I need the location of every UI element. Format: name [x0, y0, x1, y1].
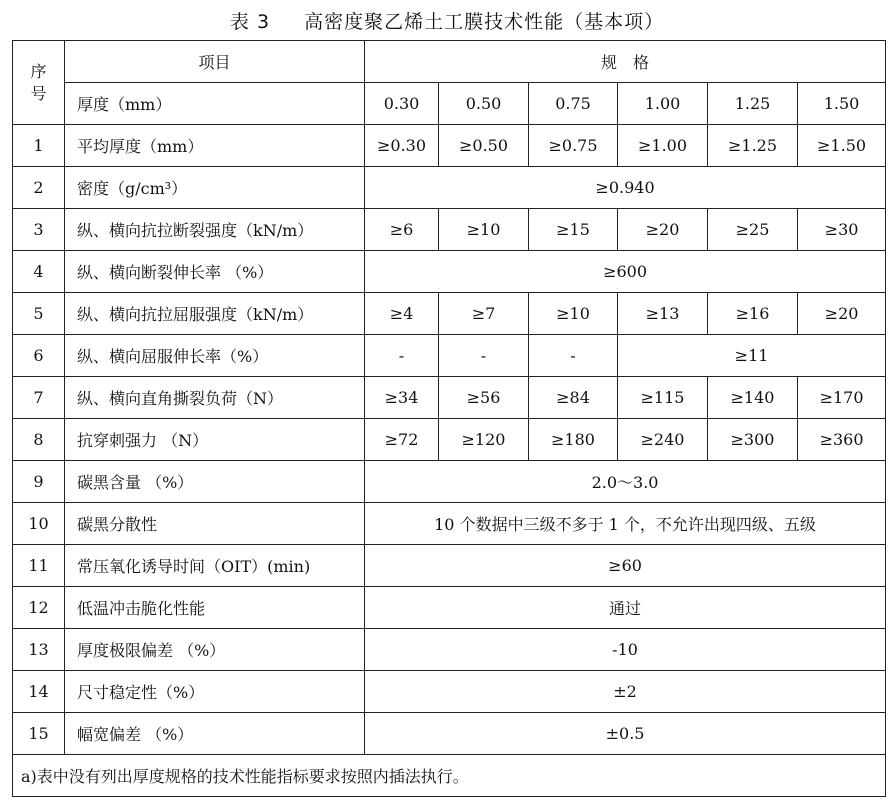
merged-value-cell: -10: [365, 629, 886, 671]
row-item: 纵、横向断裂伸长率 （%）: [65, 251, 365, 293]
value-cell: ≥25: [708, 209, 798, 251]
table-row: [13, 125, 886, 167]
row-item: 纵、横向屈服伸长率（%）: [65, 335, 365, 377]
table-row: [13, 167, 886, 209]
item-header: 项目: [65, 41, 365, 83]
value-cell: ≥34: [365, 377, 439, 419]
seq-header: [13, 41, 65, 125]
seq-header-line1: 序: [30, 61, 47, 81]
value-cell: ≥0.30: [365, 125, 439, 167]
table-row: [13, 629, 886, 671]
row-item: 纵、横向直角撕裂负荷（N）: [65, 377, 365, 419]
value-cell: ≥170: [798, 377, 886, 419]
table-row: [13, 503, 886, 545]
value-cell: ≥140: [708, 377, 798, 419]
table-row: [13, 293, 886, 335]
row-number: 4: [13, 251, 65, 293]
merged-value-cell: ≥11: [618, 335, 886, 377]
thickness-row: [13, 83, 886, 125]
merged-value-cell: ±2: [365, 671, 886, 713]
table-number: 表 3: [229, 11, 271, 33]
table-row: [13, 377, 886, 419]
value-cell: ≥10: [529, 293, 618, 335]
spec-header: 规 格: [365, 41, 886, 83]
merged-value-cell: ≥0.940: [365, 167, 886, 209]
value-cell: -: [365, 335, 439, 377]
table-row: [13, 461, 886, 503]
row-number: 10: [13, 503, 65, 545]
table-row: [13, 335, 886, 377]
row-number: 7: [13, 377, 65, 419]
value-cell: -: [529, 335, 618, 377]
row-item: 碳黑含量 （%）: [65, 461, 365, 503]
row-number: 6: [13, 335, 65, 377]
spec-table: [12, 40, 886, 797]
seq-header-line2: 号: [30, 83, 47, 103]
thickness-cell: 1.00: [618, 83, 708, 125]
row-item: 碳黑分散性: [65, 503, 365, 545]
row-item: 幅宽偏差 （%）: [65, 713, 365, 755]
thickness-cell: 1.50: [798, 83, 886, 125]
value-cell: ≥0.75: [529, 125, 618, 167]
thickness-cell: 1.25: [708, 83, 798, 125]
row-number: 2: [13, 167, 65, 209]
value-cell: ≥7: [439, 293, 529, 335]
header-row: [13, 41, 886, 83]
value-cell: ≥4: [365, 293, 439, 335]
table-row: [13, 587, 886, 629]
thickness-cell: 0.75: [529, 83, 618, 125]
value-cell: ≥16: [708, 293, 798, 335]
value-cell: ≥0.50: [439, 125, 529, 167]
row-number: 15: [13, 713, 65, 755]
table-caption: 高密度聚乙烯土工膜技术性能（基本项）: [304, 11, 665, 33]
footnote-row: [13, 755, 886, 797]
row-number: 14: [13, 671, 65, 713]
row-item: 纵、横向抗拉屈服强度（kN/m）: [65, 293, 365, 335]
value-cell: ≥1.00: [618, 125, 708, 167]
value-cell: ≥180: [529, 419, 618, 461]
merged-value-cell: ≥600: [365, 251, 886, 293]
table-row: [13, 713, 886, 755]
row-item: 低温冲击脆化性能: [65, 587, 365, 629]
row-item: 尺寸稳定性（%）: [65, 671, 365, 713]
value-cell: ≥1.50: [798, 125, 886, 167]
thickness-cell: 0.30: [365, 83, 439, 125]
row-number: 1: [13, 125, 65, 167]
table-row: [13, 419, 886, 461]
row-number: 13: [13, 629, 65, 671]
row-number: 3: [13, 209, 65, 251]
row-item: 常压氧化诱导时间（OIT）(min): [65, 545, 365, 587]
row-item: 密度（g/cm³）: [65, 167, 365, 209]
value-cell: ≥300: [708, 419, 798, 461]
table-row: [13, 545, 886, 587]
value-cell: ≥240: [618, 419, 708, 461]
row-number: 11: [13, 545, 65, 587]
row-item: 纵、横向抗拉断裂强度（kN/m）: [65, 209, 365, 251]
row-item: 平均厚度（mm）: [65, 125, 365, 167]
row-item: 厚度极限偏差 （%）: [65, 629, 365, 671]
table-title: [0, 8, 894, 36]
table-footnote: a)表中没有列出厚度规格的技术性能指标要求按照内插法执行。: [13, 755, 886, 797]
value-cell: ≥56: [439, 377, 529, 419]
row-number: 12: [13, 587, 65, 629]
merged-value-cell: ≥60: [365, 545, 886, 587]
value-cell: ≥10: [439, 209, 529, 251]
thickness-label: 厚度（mm）: [65, 83, 365, 125]
value-cell: ≥1.25: [708, 125, 798, 167]
value-cell: -: [439, 335, 529, 377]
value-cell: ≥20: [798, 293, 886, 335]
value-cell: ≥115: [618, 377, 708, 419]
merged-value-cell: 通过: [365, 587, 886, 629]
value-cell: ≥30: [798, 209, 886, 251]
row-number: 5: [13, 293, 65, 335]
thickness-cell: 0.50: [439, 83, 529, 125]
row-number: 8: [13, 419, 65, 461]
row-item: 抗穿刺强力 （N）: [65, 419, 365, 461]
value-cell: ≥72: [365, 419, 439, 461]
table-row: [13, 671, 886, 713]
merged-value-cell: ±0.5: [365, 713, 886, 755]
merged-value-cell: 10 个数据中三级不多于 1 个，不允许出现四级、五级: [365, 503, 886, 545]
merged-value-cell: 2.0～3.0: [365, 461, 886, 503]
table-row: [13, 209, 886, 251]
value-cell: ≥6: [365, 209, 439, 251]
value-cell: ≥15: [529, 209, 618, 251]
table-row: [13, 251, 886, 293]
value-cell: ≥20: [618, 209, 708, 251]
row-number: 9: [13, 461, 65, 503]
value-cell: ≥13: [618, 293, 708, 335]
value-cell: ≥360: [798, 419, 886, 461]
value-cell: ≥84: [529, 377, 618, 419]
value-cell: ≥120: [439, 419, 529, 461]
